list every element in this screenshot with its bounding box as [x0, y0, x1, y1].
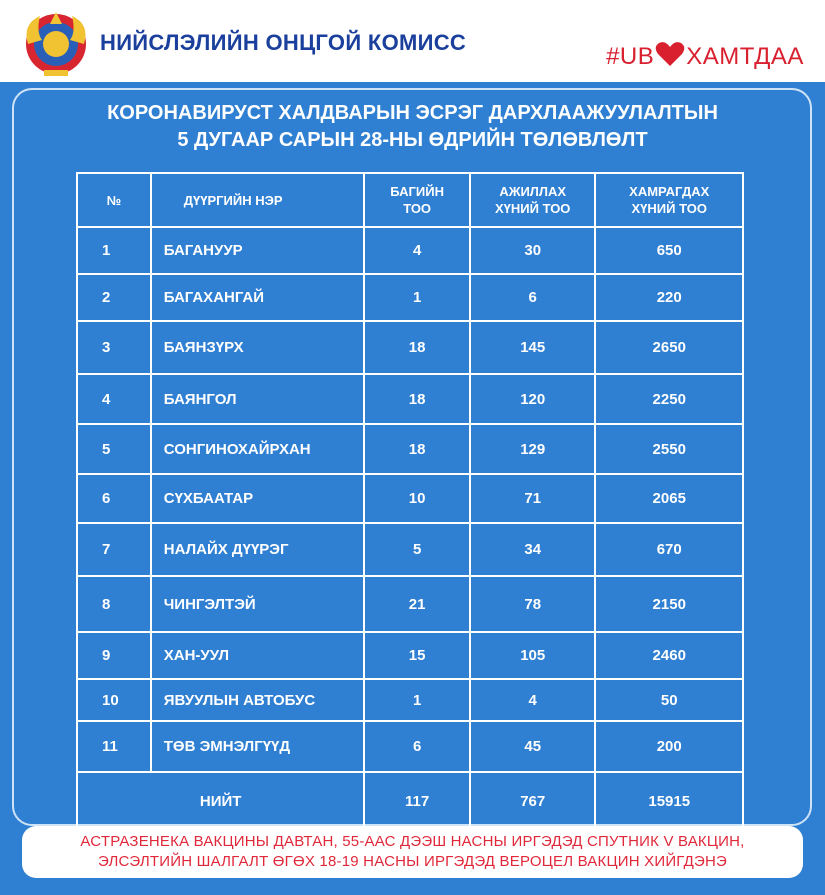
row-workers: 71 — [470, 474, 596, 523]
row-district: БАЯНГОЛ — [151, 374, 365, 424]
row-district: СҮХБААТАР — [151, 474, 365, 523]
footer-note — [22, 826, 803, 878]
row-covered: 2460 — [595, 632, 743, 679]
total-label: НИЙТ — [77, 772, 364, 830]
row-workers: 4 — [470, 679, 596, 721]
header-num: № — [77, 173, 151, 227]
title-line-1: КОРОНАВИРУСТ ХАЛДВАРЫН ЭСРЭГ ДАРХЛААЖУУЛАЛТЫН — [107, 102, 718, 124]
row-covered: 2550 — [595, 424, 743, 474]
row-covered: 2065 — [595, 474, 743, 523]
row-district: ТӨВ ЭМНЭЛГҮҮД — [151, 721, 365, 772]
row-covered: 670 — [595, 523, 743, 576]
header-district: ДҮҮРГИЙН НЭР — [151, 173, 365, 227]
row-num: 2 — [77, 274, 151, 321]
row-num: 6 — [77, 474, 151, 523]
row-num: 8 — [77, 576, 151, 632]
table-total-row — [77, 772, 743, 830]
row-district: ЧИНГЭЛТЭЙ — [151, 576, 365, 632]
table-row — [77, 227, 743, 274]
table-row — [77, 474, 743, 523]
row-num: 11 — [77, 721, 151, 772]
state-emblem-icon — [18, 4, 94, 80]
row-workers: 105 — [470, 632, 596, 679]
table-row — [77, 374, 743, 424]
header-workers — [470, 173, 596, 227]
heart-icon — [655, 41, 685, 74]
row-workers: 120 — [470, 374, 596, 424]
row-teams: 18 — [364, 424, 470, 474]
header-teams-line1: БАГИЙН — [390, 184, 444, 199]
table-row — [77, 321, 743, 374]
row-workers: 45 — [470, 721, 596, 772]
row-teams: 10 — [364, 474, 470, 523]
hashtag-badge — [600, 36, 810, 78]
row-num: 3 — [77, 321, 151, 374]
row-num: 7 — [77, 523, 151, 576]
row-teams: 1 — [364, 274, 470, 321]
row-teams: 1 — [364, 679, 470, 721]
table-row — [77, 576, 743, 632]
total-teams: 117 — [364, 772, 470, 830]
row-teams: 5 — [364, 523, 470, 576]
header-workers-line1: АЖИЛЛАХ — [499, 184, 567, 199]
row-covered: 2150 — [595, 576, 743, 632]
row-workers: 34 — [470, 523, 596, 576]
total-covered: 15915 — [595, 772, 743, 830]
table-row — [77, 721, 743, 772]
table-header-row — [77, 173, 743, 227]
row-district: ЯВУУЛЫН АВТОБУС — [151, 679, 365, 721]
header-covered — [595, 173, 743, 227]
header-teams — [364, 173, 470, 227]
row-covered: 650 — [595, 227, 743, 274]
row-workers: 30 — [470, 227, 596, 274]
table-row — [77, 632, 743, 679]
row-district: СОНГИНОХАЙРХАН — [151, 424, 365, 474]
table-row — [77, 679, 743, 721]
row-covered: 200 — [595, 721, 743, 772]
vaccination-plan-table — [76, 172, 744, 831]
header — [0, 0, 825, 82]
row-district: БАГАХАНГАЙ — [151, 274, 365, 321]
table-row — [77, 424, 743, 474]
title-line-2: 5 ДУГААР САРЫН 28-НЫ ӨДРИЙН ТӨЛӨВЛӨЛТ — [177, 129, 648, 151]
row-district: БАЯНЗҮРХ — [151, 321, 365, 374]
note-line-1: АСТРАЗЕНЕКА ВАКЦИНЫ ДАВТАН, 55-ААС ДЭЭШ НАСНЫ ИРГЭДЭД СПУТНИК V ВАКЦИН, — [80, 833, 745, 850]
hashtag-prefix: #UB — [606, 43, 655, 70]
row-covered: 2650 — [595, 321, 743, 374]
row-num: 1 — [77, 227, 151, 274]
row-num: 10 — [77, 679, 151, 721]
total-workers: 767 — [470, 772, 596, 830]
row-workers: 129 — [470, 424, 596, 474]
org-title: НИЙСЛЭЛИЙН ОНЦГОЙ КОМИСС — [100, 30, 467, 55]
page-title — [0, 100, 825, 154]
row-teams: 6 — [364, 721, 470, 772]
row-num: 9 — [77, 632, 151, 679]
row-district: НАЛАЙХ ДҮҮРЭГ — [151, 523, 365, 576]
hashtag-suffix: ХАМТДАА — [686, 43, 804, 70]
row-workers: 78 — [470, 576, 596, 632]
row-teams: 21 — [364, 576, 470, 632]
header-covered-line2: ХҮНИЙ ТОО — [631, 201, 707, 216]
row-num: 4 — [77, 374, 151, 424]
header-covered-line1: ХАМРАГДАХ — [629, 184, 710, 199]
row-teams: 18 — [364, 321, 470, 374]
header-teams-line2: ТОО — [403, 201, 432, 216]
row-workers: 6 — [470, 274, 596, 321]
row-covered: 220 — [595, 274, 743, 321]
header-workers-line2: ХҮНИЙ ТОО — [494, 201, 571, 216]
row-workers: 145 — [470, 321, 596, 374]
table-row — [77, 274, 743, 321]
row-teams: 15 — [364, 632, 470, 679]
table-row — [77, 523, 743, 576]
row-district: ХАН-УУЛ — [151, 632, 365, 679]
row-teams: 4 — [364, 227, 470, 274]
row-district: БАГАНУУР — [151, 227, 365, 274]
row-teams: 18 — [364, 374, 470, 424]
note-line-2: ЭЛСЭЛТИЙН ШАЛГАЛТ ӨГӨХ 18-19 НАСНЫ ИРГЭДЭД ВЕРОЦЕЛ ВАКЦИН ХИЙГДЭНЭ — [98, 853, 727, 870]
row-covered: 2250 — [595, 374, 743, 424]
row-num: 5 — [77, 424, 151, 474]
row-covered: 50 — [595, 679, 743, 721]
